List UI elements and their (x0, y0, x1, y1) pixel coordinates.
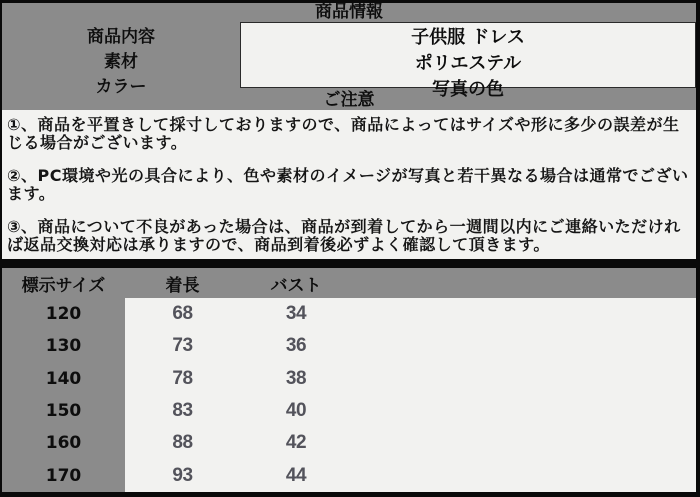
size-table-body (2, 298, 696, 492)
notice-item-3: ③、商品について不良があった場合は、商品が到着してから一週間以内にご連絡いただければ返品交換対応は承りますので、商品到着後必ずよく確認して頂きます。 (7, 217, 681, 254)
table-row (2, 363, 696, 395)
table-row (2, 330, 696, 362)
cell-size: 120 (45, 304, 82, 325)
product-info-title: 商品情報 (315, 2, 383, 22)
product-label-content: 商品内容 (87, 27, 155, 47)
notice-item-1: ①、商品を平置きして採寸しておりますので、商品によってはサイズや形に多少の誤差が生じる場合がございます。 (7, 115, 680, 152)
table-row (2, 427, 696, 459)
cell-bust: 38 (285, 367, 307, 389)
cell-bust: 36 (285, 335, 307, 357)
table-row (2, 395, 696, 427)
column-header-size: 標示サイズ (21, 275, 106, 296)
cell-bust: 40 (285, 400, 307, 422)
table-row (2, 298, 696, 330)
section-divider (2, 259, 696, 268)
cell-length: 83 (172, 400, 193, 422)
column-header-length: 着長 (165, 275, 200, 296)
product-info-labels (2, 22, 240, 97)
product-value-material: ポリエステル (414, 53, 522, 74)
cell-length: 88 (172, 432, 193, 454)
product-label-material: 素材 (104, 52, 138, 72)
cell-bust: 34 (285, 303, 307, 325)
cell-bust: 44 (285, 464, 307, 486)
cell-size: 140 (45, 368, 82, 389)
product-value-content: 子供服 ドレス (411, 27, 525, 48)
notice-title: ご注意 (323, 90, 375, 110)
column-header-bust: バスト (270, 275, 322, 296)
cell-length: 78 (172, 367, 193, 389)
cell-size: 150 (45, 401, 82, 422)
table-row (2, 460, 696, 492)
cell-size: 170 (45, 465, 82, 486)
cell-length: 73 (172, 335, 193, 357)
cell-size: 160 (45, 433, 82, 454)
cell-bust: 42 (285, 432, 307, 454)
product-label-color: カラー (95, 77, 147, 97)
product-value-color: 写真の色 (432, 79, 504, 100)
cell-size: 130 (45, 336, 82, 357)
notice-item-2: ②、PC環境や光の具合により、色や素材のイメージが写真と若干異なる場合は通常でございます。 (7, 166, 689, 203)
cell-length: 93 (172, 464, 193, 486)
size-table-header (2, 268, 696, 298)
notice-panel (2, 110, 696, 259)
cell-length: 68 (172, 303, 193, 325)
